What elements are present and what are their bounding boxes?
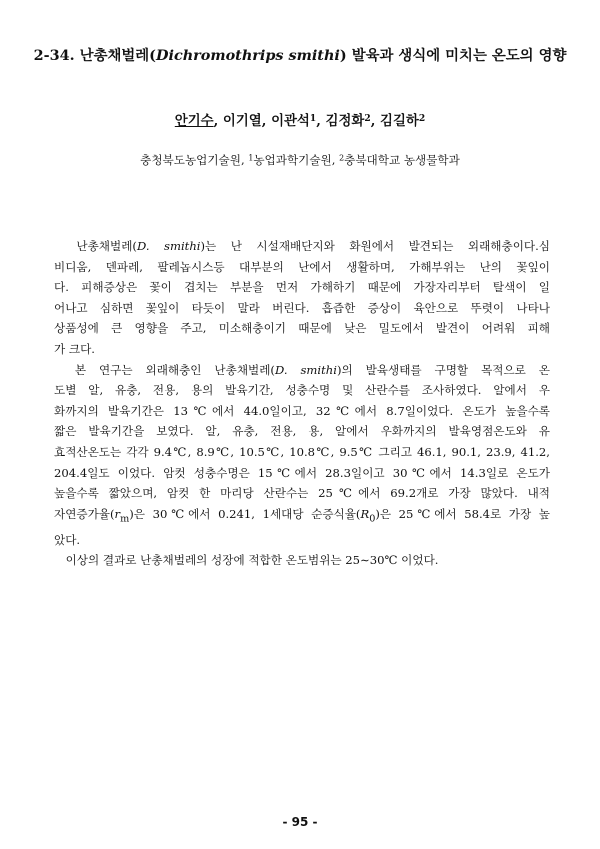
title-number: 2-34. xyxy=(33,47,75,64)
affiliation-line xyxy=(0,152,600,168)
para-line: 상품성에 큰 영향을 주고, 미소해충이기 때문에 낮은 밀도에서 발견이 어려워 피해 xyxy=(54,321,550,336)
affil-3: 충북대학교 농생물학과 xyxy=(344,153,460,167)
author-first: 안기수 xyxy=(174,113,214,129)
author-sep-1: , 이기열, 이관석 xyxy=(213,113,310,129)
para-line: 짧은 발육기간을 보였다. 알, 유충, 전용, 용, 알에서 우화까지의 발육영점온도와 유 xyxy=(54,424,550,439)
author-list xyxy=(0,110,600,129)
author-sup-3: 2 xyxy=(418,112,426,124)
para-line: 다. 피해증상은 꽃이 겹치는 부분을 먼저 가해하기 때문에 가장자리부터 탈색이 일 xyxy=(54,280,550,295)
affil-sup-2: 2 xyxy=(339,153,345,163)
affil-2: 농업과학기술원, xyxy=(253,153,340,167)
para-line: 본 연구는 외래해충인 난총채벌레(D. smithi)의 발육생태를 구명할 목적으로 온 xyxy=(54,362,550,377)
affil-1: 충청북도농업기술원, xyxy=(140,153,249,167)
para-line: 높을수록 짧았으며, 암컷 한 마리당 산란수는 25℃에서 69.2개로 가장 많았다. 내적 xyxy=(54,486,550,501)
para-line: 204.4일도 이었다. 암컷 성충수명은 15℃에서 28.3일이고 30℃에서 14.3일로 온도가 xyxy=(54,465,550,480)
abstract-body xyxy=(54,236,550,571)
author-sup-1: 1 xyxy=(309,112,317,124)
para-line: 난총채벌레(D. smithi)는 난 시설재배단지와 화원에서 발견되는 외래해충이다.심 xyxy=(54,239,550,253)
title-korean-1: 난총채벌레( xyxy=(79,47,156,64)
para-line: 비디움, 덴파레, 팔레놉시스등 대부분의 난에서 생활하며, 가해부위는 난의 꽃잎이 xyxy=(54,259,550,274)
author-sep-2: , 김정화 xyxy=(316,113,365,129)
para-line: 가 크다. xyxy=(54,341,95,356)
para-line: 았다. xyxy=(54,532,81,547)
page-number: - 95 - xyxy=(282,815,318,829)
para-line: 어나고 심하면 꽃잎이 타듯이 말라 버린다. 흡즙한 증상이 육안으로 뚜렷이 나타나 xyxy=(54,300,550,315)
title-latin-name: Dichromothrips smithi xyxy=(156,47,340,64)
paper-title xyxy=(0,44,600,65)
para-line: 효적산온도는 각각 9.4℃, 8.9℃, 10.5℃, 10.8℃, 9.5℃ 그리고 46.1, 90.1, 23.9, 41.2, xyxy=(54,444,550,459)
para-line: 화까지의 발육기간은 13℃에서 44.0일이고, 32℃에서 8.7일이었다. 온도가 높을수록 xyxy=(54,403,550,418)
para-line: 자연증가율$(r_m)$은 30℃에서 0.241, 1세대당 순증식율$(R_0)$은 25℃에서 58.4로 가장 높 xyxy=(54,506,551,525)
author-sep-3: , 김길하 xyxy=(370,113,419,129)
author-sup-2: 2 xyxy=(364,112,371,124)
affil-sup-1: 1 xyxy=(248,153,254,163)
title-korean-2: ) 발육과 생식에 미치는 온도의 영향 xyxy=(339,47,567,64)
conclusion-line: 이상의 결과로 난총채벌레의 성장에 적합한 온도범위는 25∼30℃ 이었다. xyxy=(54,553,439,568)
para-line: 도별 알, 유충, 전용, 용의 발육기간, 성충수명 및 산란수를 조사하였다. 알에서 우 xyxy=(54,383,550,398)
